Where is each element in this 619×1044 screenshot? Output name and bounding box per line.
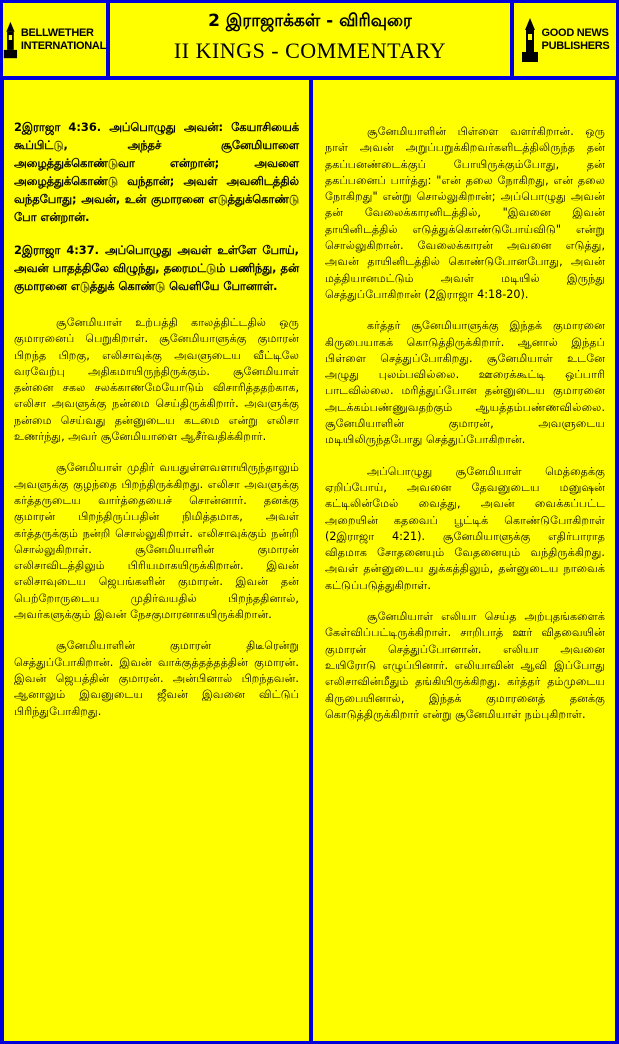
commentary-paragraph: சூனேமியாளின் குமாரன் திடீரென்று செத்துப்போகிறான். இவன் வாக்குத்தத்தத்தின் குமாரன். இவன் ஜெபத்தின் குமாரன். அன்பினால் பிறந்தவன். ஆனாலும் இவனுடைய ஜீவன் இவனை விட்டுப் பிரிந்துபோகிறது. — [14, 639, 299, 718]
commentary-paragraph: சூனேமியாள் எலியா செய்த அற்புதங்களைக் கேள்விப்பட்டிருக்கிறாள். சாறிபாத் ஊர் விதவையின் குமாரன் செத்துப்போனான். எலியா அவனை உயிரோடு எழுப்பினார். எலியாவின் ஆவி இப்போது எலிசாவின்மீதும் தங்கியிருக்கிறது. கர்த்தர் தம்முடைய கிருபையினால், இந்தக் குமாரனைத் தனக்கு கொடுத்திருக்கிறார் என்று சூனேமியாள் நம்புகிறாள். — [325, 610, 605, 721]
bellwether-logo-line1: BELLWETHER — [20, 26, 94, 39]
bellwether-logo-line2: INTERNATIONAL — [20, 39, 106, 52]
commentary-paragraph: சூனேமியாள் முதிர் வயதுள்ளவளாயிருந்தாலும் அவளுக்கு குழந்தை பிறந்திருக்கிறது. எலிசா அவளுக்கு கர்த்தருடைய வார்த்தையைச் சொன்னார். தனக்கு குமாரன் பிறந்திருப்பதின் நிமித்தமாக, அவள் கர்த்தருக்கும் நன்றி சொல்லுகிறாள். எலிசாவுக்கும் நன்றி சொல்லுகிறாள். சூனேமியாளின் குமாரன் எலிசாவிடத்திலும் பிரியமாகயிருக்கிறான். இவன் எலிசாவுடைய ஜெபங்களின் குமாரன். இவன் தன் பெற்றோருடைய முதிர்வயதில் பிறந்ததினால், அவர்களுக்கும் இவன் நேசகுமாரனாகயிருக்கிறான். — [14, 461, 299, 622]
left-column — [4, 80, 309, 1041]
bell-tower-icon — [521, 18, 539, 62]
gnp-logo-line1: GOOD NEWS — [541, 26, 609, 39]
good-news-publishers-logo — [514, 3, 616, 76]
page-header — [110, 3, 510, 76]
bellwether-logo — [3, 3, 106, 76]
commentary-paragraph: சூனேமியாள் உற்பத்தி காலத்திட்டதில் ஒரு குமாரனைப் பெறுகிறாள். சூனேமியாளுக்கு குமாரன் பிறந்த பிறகு, எலிசாவுக்கு அவளுடைய வீட்டிலே வரவேற்பு அதிகமாயிருந்திருக்கும். சூனேமியாள் தன்னை சகல சலக்காணமேயோடும் விசாரித்ததற்காக, எலிசா அவளுக்கு நன்மை செய்திருக்கிறார். அவளுக்கு நன்மை செய்வது தன்னுடைய கடமை என்று எலிசா உணர்ந்து, அவர் சூனேமியாளை ஆசீர்வதிக்கிறார். — [14, 316, 299, 444]
commentary-paragraph: கர்த்தர் சூனேமியாளுக்கு இந்தக் குமாரனை கிருபையாகக் கொடுத்திருக்கிறார். ஆனால் இந்தப் பிள்ளை செத்துப்போகிறது. சூனேமியாள் உடனே அழுது புலம்பவில்லை. ஊரைக்கூட்டி ஒப்பாரி பாடவில்லை. மரித்துப்போன தன்னுடைய குமாரனை அடக்கம்பண்ணுவதற்கும் ஆயத்தம்பண்ணவில்லை. சூனேமியாளின் குமாரன், அவளுடைய மடியிலிருந்தபோது செத்துப்போகிறான். — [325, 319, 605, 447]
gnp-logo-line2: PUBLISHERS — [541, 39, 610, 52]
title-english: II KINGS - COMMENTARY — [173, 38, 447, 63]
bell-tower-icon — [3, 18, 18, 62]
verse-4-36: 2இராஜா 4:36. அப்பொழுது அவன்: கேயாசியைக் கூப்பிட்டு, அந்தச் சூனேமியாளை அழைத்துக்கொண்டுவா என்றான்; அவளை அழைத்துக்கொண்டு வந்தான்; அவள் அவனிடத்தில் வந்தபோது; அவன், உன் குமாரனை எடுத்துக்கொண்டு போ என்றான். — [14, 120, 299, 224]
title-tamil: 2 இராஜாக்கள் - விரிவுரை — [208, 11, 412, 31]
right-column — [313, 80, 615, 1041]
verse-4-37: 2இராஜா 4:37. அப்பொழுது அவள் உள்ளே போய், அவன் பாதத்திலே விழுந்து, தரைமட்டும் பணிந்து, தன் குமாரனை எடுத்துக் கொண்டு வெளியே போனாள். — [14, 243, 299, 293]
commentary-paragraph: அப்பொழுது சூனேமியாள் மெத்தைக்கு ஏறிப்போய், அவனை தேவனுடைய மனுஷன் கட்டிலின்மேல் வைத்து, அவன் வைக்கப்பட்ட அறையின் கதவைப் பூட்டிக் கொண்டுபோகிறாள் (2இராஜா 4:21). சூனேமியாளுக்கு எதிர்பாராத விதமாக சோதனையும் வேதனையும் வந்திருக்கிறது. அவள் தன்னுடைய துக்கத்திலும், தன்னுடைய நாவைக் கட்டுப்படுத்துகிறாள். — [325, 464, 605, 592]
commentary-paragraph: சூனேமியாளின் பிள்ளை வளர்கிறான். ஒரு நாள் அவன் அறுப்பறுக்கிறவர்களிடத்திலிருந்த தன் தகப்பனண்டைக்குப் போயிருக்கும்போது, தன் தகப்பனைப் பார்த்து: "என் தலை நோகிறது, என் தலை நோகிறது" என்று சொல்லுகிறான்; அப்பொழுது அவன் தன் வேலைக்காரனிடத்தில், "இவனை இவன் தாயினிடத்தில் எடுத்துக்கொண்டுபோய்விடு" என்று சொல்லுகிறான். வேலைக்காரன் அவனை எடுத்து, அவன் தாயினிடத்தில் கொண்டுபோனபோது, அவன் மத்தியானமட்டும் அவள் மடியில் இருந்து செத்துப்போகிறான் (2இராஜா 4:18-20). — [325, 125, 605, 301]
